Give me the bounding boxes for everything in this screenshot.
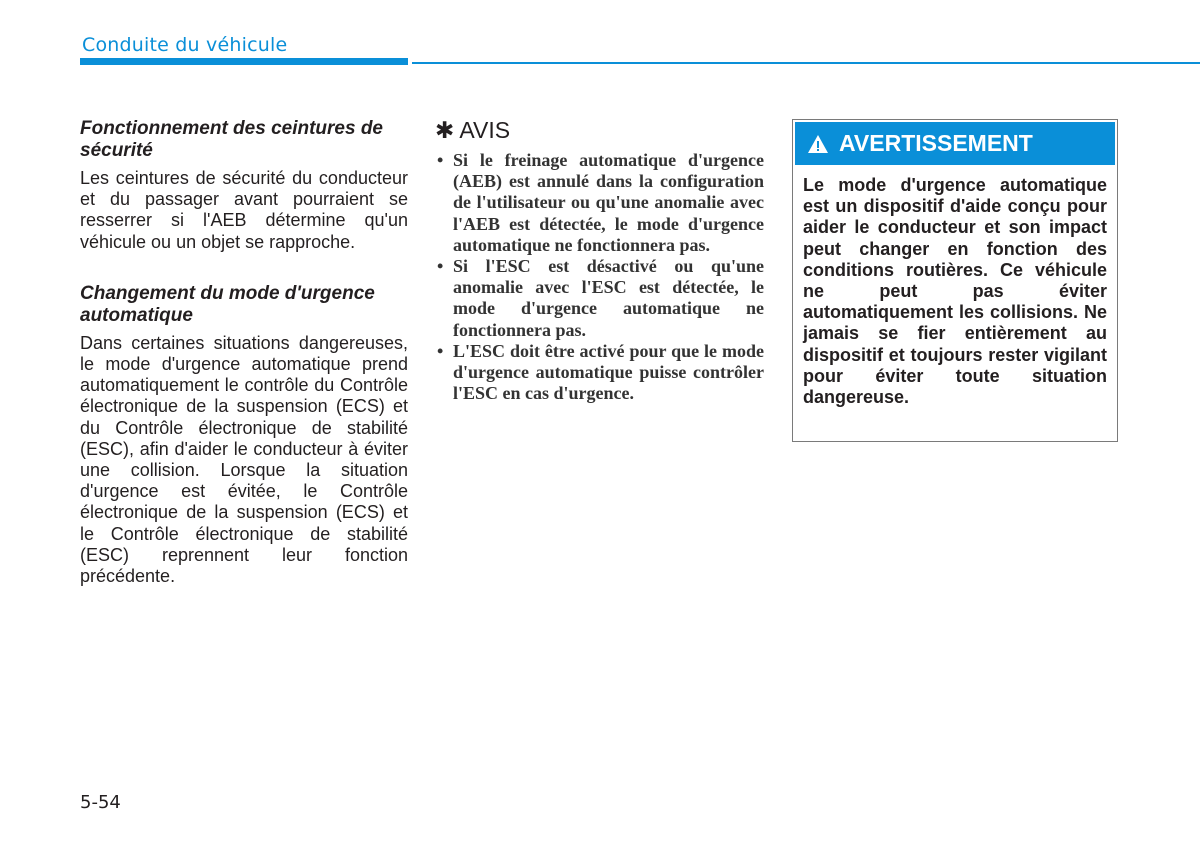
bullet-icon: • (437, 256, 444, 277)
section-body: Dans certaines situations dangereuses, le mode d'urgence automatique prend automatiquement le contrôle du Contrôle électronique de la suspension (ECS) et du Contrôle électronique de stabilité (ESC), afin d'aider le conducteur à éviter une collision. Lorsque la situation d'urgence est évitée, le Contrôle électronique de la suspension (ECS) et le Contrôle électronique de stabilité (ESC) reprennent leur fonction précédente. (80, 332, 408, 587)
bullet-icon: • (437, 150, 444, 170)
bullet-icon: • (437, 340, 444, 361)
warning-text: Le mode d'urgence automatique est un dispositif d'aide conçu pour aider le conducteur et son impact peut changer en fonction des conditions routières. Ce véhicule ne peut pas éviter automatiquement les collisions. Ne jamais se fier entièrement au dispositif et toujours rester vigilant pour éviter toute situation dangereuse. (803, 175, 1107, 408)
avis-item (435, 341, 764, 405)
avis-item-text: L'ESC doit être activé pour que le mode d'urgence automatique puisse contrôler l'ESC en cas d'urgence. (453, 340, 764, 404)
section-body: Les ceintures de sécurité du conducteur et du passager avant pourraient se resserrer si l'AEB détermine qu'un véhicule ou un objet se rapproche. (80, 168, 408, 252)
avis-notice (435, 116, 764, 404)
section-title: Changement du mode d'urgence automatique (80, 282, 375, 326)
avis-heading: ✱ AVIS (435, 117, 511, 143)
avis-item-text: Si l'ESC est désactivé ou qu'une anomalie avec l'ESC est détectée, le mode d'urgence automatique ne fonctionnera pas. (453, 256, 764, 340)
section-emergency-mode (80, 283, 408, 587)
warning-header (795, 122, 1115, 165)
header-rule-thick (80, 58, 408, 65)
header-rule-thin (412, 62, 1200, 64)
warning-triangle-icon (807, 134, 829, 154)
section-seatbelt (80, 118, 408, 253)
left-column (80, 118, 408, 587)
avis-item (435, 256, 764, 341)
chapter-title: Conduite du véhicule (82, 34, 288, 56)
warning-title: AVERTISSEMENT (839, 130, 1033, 156)
avis-list (435, 150, 764, 404)
avis-item-text: Si le freinage automatique d'urgence (AEB) est annulé dans la configuration de l'utilisateur ou qu'une anomalie avec l'AEB est détectée, le mode d'urgence automatique ne fonctionnera pas. (453, 150, 764, 255)
section-title: Fonctionnement des ceintures de sécurité (80, 118, 383, 161)
avis-item (435, 150, 764, 256)
warning-box (792, 119, 1118, 442)
page-number: 5-54 (80, 792, 121, 813)
